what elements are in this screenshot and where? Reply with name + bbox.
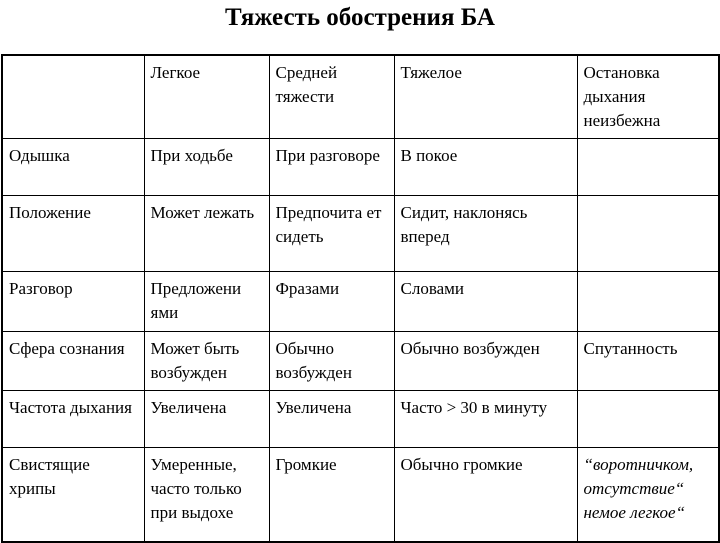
table-cell: Увеличена <box>269 391 394 448</box>
table-cell: Предпочита ет сидеть <box>269 196 394 272</box>
header-cell <box>2 55 144 139</box>
table-cell: Может лежать <box>144 196 269 272</box>
table-cell: При разговоре <box>269 139 394 196</box>
table-cell: Часто > 30 в минуту <box>394 391 577 448</box>
table-cell: В покое <box>394 139 577 196</box>
table-cell: Предложени ями <box>144 272 269 332</box>
table-cell <box>577 272 719 332</box>
table-row <box>2 391 719 448</box>
table-cell: Обычно возбужден <box>394 332 577 391</box>
asthma-severity-table <box>1 54 720 543</box>
header-cell: Легкое <box>144 55 269 139</box>
table-row <box>2 196 719 272</box>
table-cell: Увеличена <box>144 391 269 448</box>
table-cell <box>577 196 719 272</box>
row-label: Сфера сознания <box>2 332 144 391</box>
table-cell: Умеренные, часто только при выдохе <box>144 448 269 542</box>
row-label: Одышка <box>2 139 144 196</box>
table-cell: Словами <box>394 272 577 332</box>
header-cell: Остановка дыхания неизбежна <box>577 55 719 139</box>
header-cell: Средней тяжести <box>269 55 394 139</box>
table-cell <box>577 139 719 196</box>
table-row <box>2 332 719 391</box>
table-cell: Обычно громкие <box>394 448 577 542</box>
table-header-row <box>2 55 719 139</box>
table-cell: Громкие <box>269 448 394 542</box>
table-cell: Сидит, наклонясь вперед <box>394 196 577 272</box>
table-cell: При ходьбе <box>144 139 269 196</box>
row-label: Свистящие хрипы <box>2 448 144 542</box>
row-label: Положение <box>2 196 144 272</box>
page-title: Тяжесть обострения БА <box>225 4 495 31</box>
table-cell: “воротничком, отсутствие“ немое легкое“ <box>577 448 719 542</box>
table-row <box>2 139 719 196</box>
table-cell: Спутанность <box>577 332 719 391</box>
row-label: Частота дыхания <box>2 391 144 448</box>
table-row <box>2 272 719 332</box>
table-cell <box>577 391 719 448</box>
row-label: Разговор <box>2 272 144 332</box>
table-cell: Может быть возбужден <box>144 332 269 391</box>
table-cell: Обычно возбужден <box>269 332 394 391</box>
header-cell: Тяжелое <box>394 55 577 139</box>
table-row <box>2 448 719 542</box>
table-cell: Фразами <box>269 272 394 332</box>
